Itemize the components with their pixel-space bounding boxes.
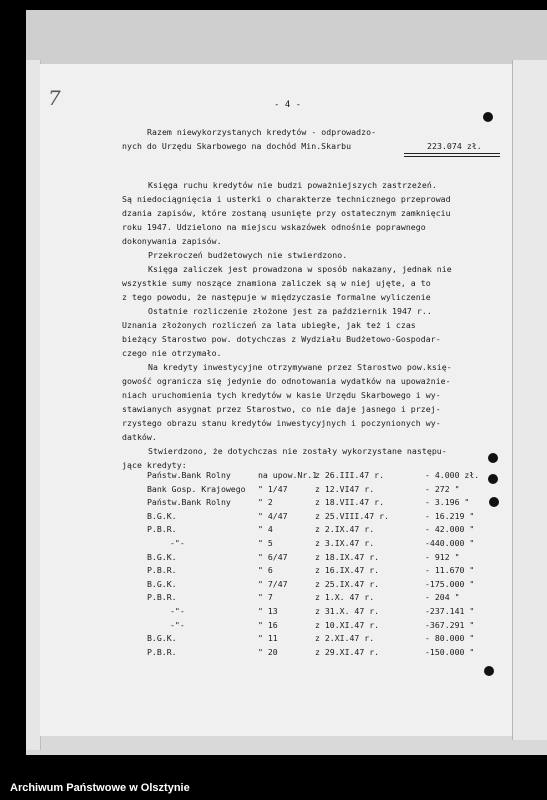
credit-bank: B.G.K.	[147, 633, 177, 644]
scan-frame-top	[26, 10, 547, 70]
credit-ref: " 4	[258, 524, 273, 535]
credit-amount: - 912 "	[425, 551, 460, 562]
credit-bank: Państw.Bank Rolny	[147, 470, 231, 480]
credit-date: z 18.VII.47 r.	[315, 497, 385, 508]
summary-line-2: nych do Urzędu Skarbowego na dochód Min.Skarbu	[122, 141, 352, 151]
credit-date: z 3.IX.47 r.	[315, 538, 375, 548]
credit-date: z 1.X. 47 r.	[315, 592, 375, 603]
text-line: Ostatnie rozliczenie złożone jest za październik 1947 r..	[148, 306, 432, 316]
credit-amount: -237.141 "	[425, 606, 475, 616]
credit-ref: " 7/47	[258, 578, 288, 589]
credit-date: z 10.XI.47 r.	[315, 619, 380, 630]
credit-bank: Bank Gosp. Krajowego	[147, 483, 246, 494]
handwritten-mark: 7	[48, 86, 61, 110]
credit-bank: P.B.R.	[147, 592, 177, 603]
credit-amount: - 204 "	[425, 592, 460, 603]
summary-line-1: Razem niewykorzystanych kredytów - odprowadzo-	[147, 127, 377, 137]
next-page-edge	[512, 60, 547, 740]
credit-date: z 26.III.47 r.	[315, 470, 385, 480]
credit-ref: " 2	[258, 497, 273, 508]
credit-ref: " 6/47	[258, 551, 288, 562]
text-line: roku 1947. Udzielono na miejscu wskazówek odnośnie poprawnego	[122, 222, 426, 232]
credit-date: z 25.VIII.47 r.	[315, 510, 389, 521]
credit-bank: B.G.K.	[147, 578, 177, 589]
credit-amount: - 4.000 zł.	[425, 470, 480, 480]
credit-bank: -"-	[170, 619, 185, 630]
text-line: gowość ogranicza się jedynie do odnotowania wydatków na upoważnie-	[122, 376, 451, 386]
credit-ref: " 5	[258, 538, 273, 548]
page-number: - 4 -	[274, 100, 302, 110]
text-line: Przekroczeń budżetowych nie stwierdzono.	[148, 250, 348, 260]
credit-date: z 2.XI.47 r.	[315, 633, 375, 644]
text-line: Są niedociągnięcia i usterki o charakterze technicznego przeprowad	[122, 194, 451, 204]
credit-date: z 2.IX.47 r.	[315, 524, 375, 535]
credit-date: z 29.XI.47 r.	[315, 646, 380, 657]
text-line: z tego powodu, że następuje w międzyczasie formalne wyliczenie	[122, 292, 431, 302]
credit-ref: " 1/47	[258, 483, 288, 494]
credit-date: z 31.X. 47 r.	[315, 606, 380, 616]
credit-amount: - 3.196 "	[425, 497, 470, 508]
text-line: Stwierdzono, że dotychczas nie zostały wykorzystane następu-	[148, 446, 447, 456]
punch-hole-icon	[484, 666, 494, 676]
credit-amount: -175.000 "	[425, 578, 475, 589]
credit-date: z 12.VI47 r.	[315, 483, 375, 494]
credit-bank: B.G.K.	[147, 510, 177, 521]
credit-amount: -150.000 "	[425, 646, 475, 657]
text-line: dokonywania zapisów.	[122, 236, 222, 246]
punch-hole-icon	[488, 453, 498, 463]
credit-amount: - 11.670 "	[425, 565, 475, 576]
text-line: stawianych asygnat przez Starostwo, co nie daje jasnego i przej-	[122, 404, 441, 414]
text-line: Na kredyty inwestycyjne otrzymywane przez Starostwo pow.księ-	[148, 362, 452, 372]
summary-amount: 223.074 zł.	[427, 141, 482, 151]
credit-ref: " 7	[258, 592, 273, 603]
text-line: Uznania złożonych rozliczeń za lata ubiegłe, jak też i czas	[122, 320, 416, 330]
text-line: jące kredyty:	[122, 460, 187, 470]
credit-amount: -440.000 "	[425, 538, 475, 548]
credit-bank: P.B.R.	[147, 565, 177, 576]
text-line: dzania zapisów, które zostaną usunięte przy ostatecznym zamknięciu	[122, 208, 451, 218]
punch-hole-icon	[489, 497, 499, 507]
credit-ref: " 20	[258, 646, 278, 657]
credit-amount: - 16.219 "	[425, 510, 475, 521]
credit-ref: na upow.Nr.1	[258, 470, 318, 480]
credit-ref: " 6	[258, 565, 273, 576]
credit-ref: " 4/47	[258, 510, 288, 521]
credit-amount: -367.291 "	[425, 619, 475, 630]
text-line: datków.	[122, 432, 157, 442]
credit-ref: " 13	[258, 606, 278, 616]
text-line: rzystego obrazu stanu kredytów inwestycyjnych i poczynionych wy-	[122, 418, 441, 428]
credit-date: z 18.IX.47 r.	[315, 551, 380, 562]
credit-amount: - 272 "	[425, 483, 460, 494]
text-line: czego nie otrzymało.	[122, 348, 222, 358]
credit-bank: B.G.K.	[147, 551, 177, 562]
page-left-edge	[26, 60, 41, 750]
punch-hole-icon	[483, 112, 493, 122]
text-line: bieżący Starostwo pow. dotychczas z Wydziału Budżetowo-Gospodar-	[122, 334, 441, 344]
credit-amount: - 42.000 "	[425, 524, 475, 535]
text-line: Księga zaliczek jest prowadzona w sposób nakazany, jednak nie	[148, 264, 452, 274]
credit-date: z 16.IX.47 r.	[315, 565, 380, 576]
text-line: wszystkie sumy noszące znamiona zaliczek są w niej ujęte, a to	[122, 278, 431, 288]
credit-ref: " 11	[258, 633, 278, 644]
punch-hole-icon	[488, 474, 498, 484]
credit-amount: - 80.000 "	[425, 633, 475, 644]
credit-ref: " 16	[258, 619, 278, 630]
credit-bank: -"-	[170, 606, 185, 616]
archive-footer: Archiwum Państwowe w Olsztynie	[10, 782, 190, 794]
credit-date: z 25.IX.47 r.	[315, 578, 380, 589]
text-line: niach uruchomienia tych kredytów w kasie Urzędu Skarbowego i wy-	[122, 390, 441, 400]
amount-underline	[404, 153, 500, 154]
credit-bank: P.B.R.	[147, 646, 177, 657]
credit-bank: Państw.Bank Rolny	[147, 497, 231, 508]
amount-double-underline	[404, 156, 500, 157]
credit-bank: -"-	[170, 538, 185, 548]
text-line: Księga ruchu kredytów nie budzi poważniejszych zastrzeżeń.	[148, 180, 437, 190]
credit-bank: P.B.R.	[147, 524, 177, 535]
